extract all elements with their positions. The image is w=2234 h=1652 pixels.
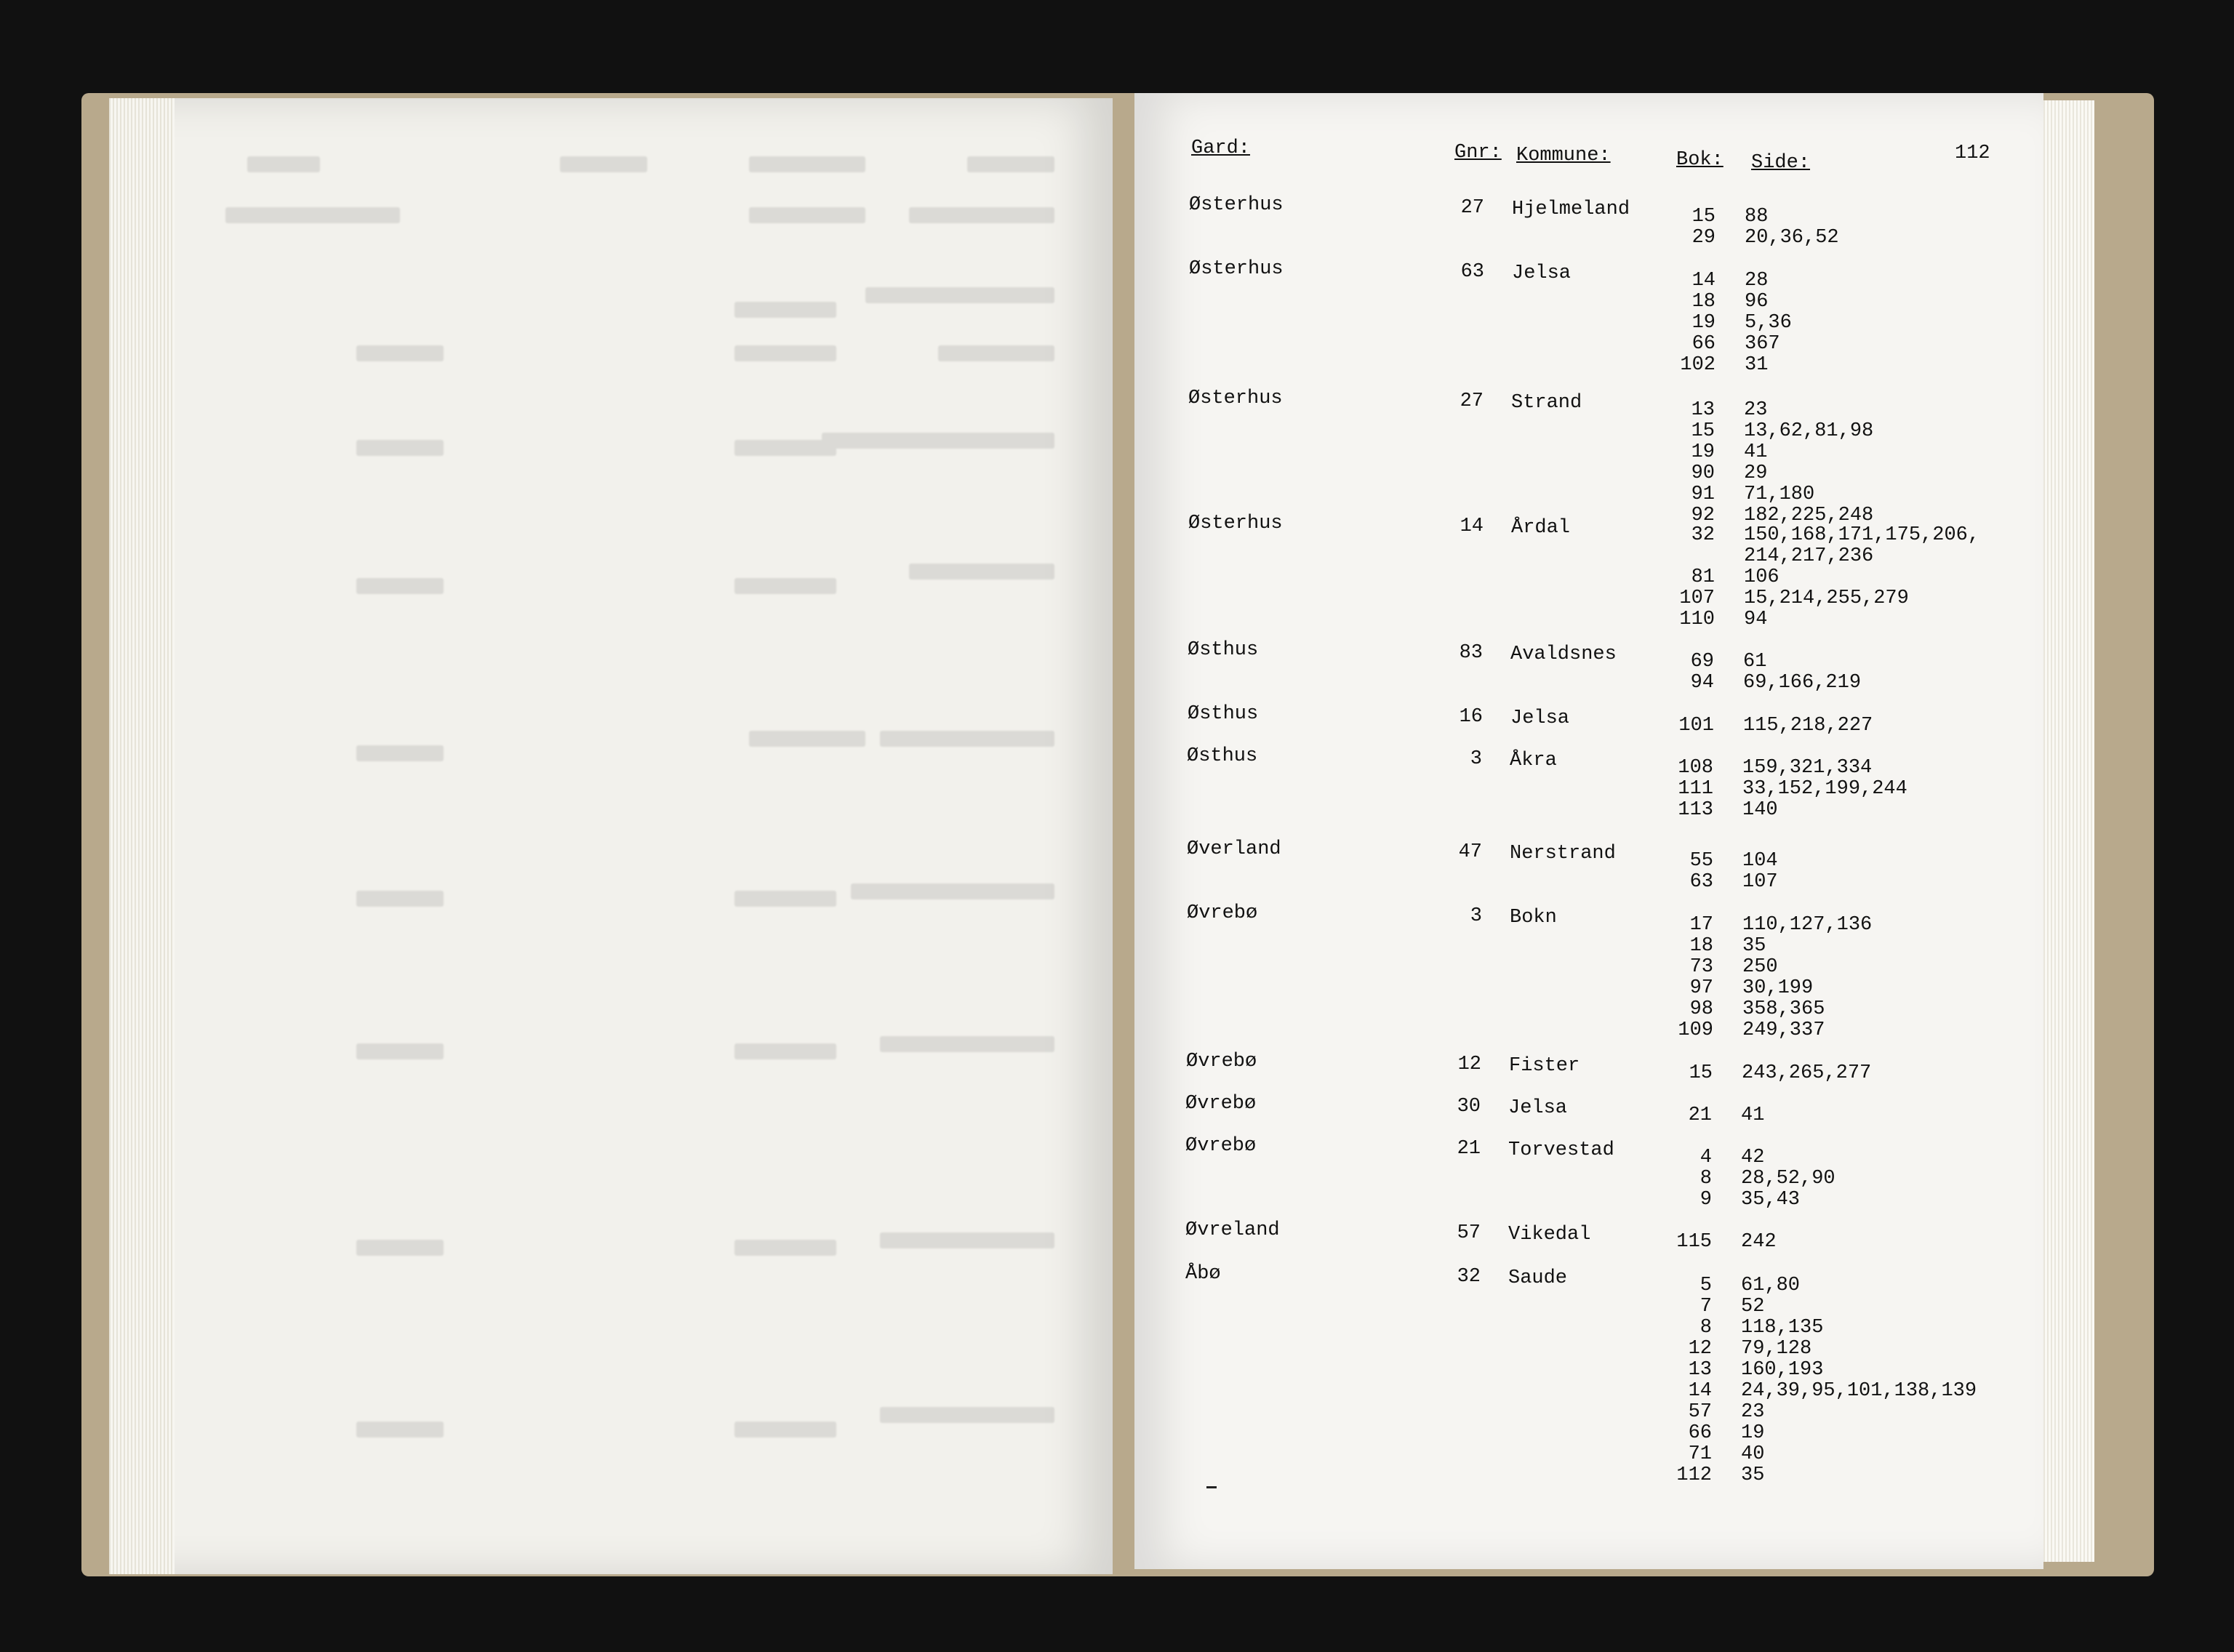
entry-side: 182,225,248 <box>1744 505 1874 526</box>
entry-side: 249,337 <box>1742 1019 1825 1041</box>
entry-side: 20,36,52 <box>1745 227 1839 249</box>
entry-gnr: 63 <box>1460 261 1484 283</box>
header-bok: Bok: <box>1676 149 1723 171</box>
entry-bok: 90 <box>1691 462 1715 484</box>
entry-bok: 5 <box>1699 1275 1712 1296</box>
entry-side: 35 <box>1742 935 1766 957</box>
dash-mark <box>1206 1486 1217 1488</box>
entry-bok: 102 <box>1680 354 1715 376</box>
entry-bok: 29 <box>1691 227 1715 249</box>
entry-bok: 115 <box>1676 1231 1712 1253</box>
entry-side: 33,152,199,244 <box>1742 778 1907 800</box>
entry-bok: 32 <box>1691 524 1715 546</box>
entry-side: 19 <box>1741 1422 1765 1444</box>
entry-side: 41 <box>1744 441 1768 463</box>
entry-bok: 12 <box>1688 1338 1712 1360</box>
entry-gnr: 32 <box>1457 1266 1481 1288</box>
entry-side: 5,36 <box>1745 312 1792 334</box>
entry-side: 118,135 <box>1741 1317 1824 1339</box>
entry-bok: 55 <box>1689 850 1713 872</box>
entry-bok: 109 <box>1678 1019 1713 1041</box>
entry-bok: 66 <box>1688 1422 1712 1444</box>
entry-bok: 13 <box>1688 1359 1712 1381</box>
entry-bok: 19 <box>1691 441 1715 463</box>
entry-side: 160,193 <box>1741 1359 1824 1381</box>
entry-side: 94 <box>1744 609 1768 630</box>
entry-side: 23 <box>1741 1401 1765 1423</box>
entry-side: 79,128 <box>1741 1338 1812 1360</box>
entry-side: 243,265,277 <box>1742 1062 1872 1084</box>
entry-bok: 113 <box>1678 799 1713 821</box>
entry-bok: 73 <box>1689 956 1713 978</box>
entry-bok: 19 <box>1691 312 1715 334</box>
entry-side: 28 <box>1745 270 1769 292</box>
entry-gnr: 47 <box>1458 841 1482 863</box>
entry-side: 214,217,236 <box>1744 545 1874 567</box>
entry-side: 96 <box>1745 291 1769 313</box>
entry-gard: Øvrebø <box>1187 902 1258 924</box>
entry-side: 23 <box>1744 399 1768 421</box>
entry-bok: 97 <box>1689 977 1713 999</box>
entry-kommune: Årdal <box>1511 517 1571 539</box>
entry-gard: Øverland <box>1187 838 1281 860</box>
entry-gnr: 27 <box>1460 197 1484 219</box>
entry-side: 35 <box>1741 1464 1765 1486</box>
entry-side: 15,214,255,279 <box>1744 588 1909 609</box>
entry-gnr: 57 <box>1457 1222 1481 1244</box>
entry-kommune: Jelsa <box>1510 707 1570 729</box>
entry-gnr: 3 <box>1470 905 1482 927</box>
entry-bok: 112 <box>1676 1464 1712 1486</box>
entry-side: 42 <box>1741 1147 1765 1168</box>
entry-bok: 108 <box>1678 757 1713 779</box>
entry-bok: 8 <box>1699 1317 1712 1339</box>
entry-side: 107 <box>1742 871 1778 893</box>
page-number: 112 <box>1955 143 1990 164</box>
entry-gard: Øvreland <box>1185 1219 1280 1241</box>
entry-kommune: Nerstrand <box>1510 843 1616 865</box>
entry-gard: Østerhus <box>1188 388 1283 409</box>
entry-bok: 66 <box>1691 333 1715 355</box>
header-kommune: Kommune: <box>1516 145 1611 167</box>
entry-side: 13,62,81,98 <box>1744 420 1874 442</box>
entry-side: 110,127,136 <box>1742 914 1873 936</box>
entry-side: 140 <box>1742 799 1778 821</box>
entry-bok: 111 <box>1678 778 1713 800</box>
entry-side: 150,168,171,175,206, <box>1744 524 1980 546</box>
entry-gard: Østerhus <box>1188 513 1283 534</box>
entry-side: 40 <box>1741 1443 1765 1465</box>
entry-gard: Østhus <box>1187 745 1258 767</box>
entry-bok: 57 <box>1688 1401 1712 1423</box>
entry-kommune: Saude <box>1508 1267 1568 1289</box>
bleed-through-text <box>175 127 1084 1545</box>
entry-gard: Åbø <box>1185 1263 1221 1285</box>
entry-bok: 14 <box>1691 270 1715 292</box>
entry-kommune: Jelsa <box>1512 262 1572 284</box>
entry-gard: Østhus <box>1188 639 1259 661</box>
entry-side: 115,218,227 <box>1743 715 1873 737</box>
entry-gard: Østhus <box>1188 703 1259 725</box>
entry-bok: 92 <box>1691 505 1715 526</box>
entry-gard: Øvrebø <box>1185 1135 1257 1157</box>
entry-bok: 101 <box>1678 715 1714 737</box>
entry-kommune: Fister <box>1509 1055 1580 1077</box>
entry-side: 35,43 <box>1741 1189 1801 1211</box>
entry-bok: 7 <box>1699 1296 1712 1318</box>
entry-side: 250 <box>1742 956 1778 978</box>
entry-side: 88 <box>1745 206 1769 228</box>
entry-kommune: Bokn <box>1510 907 1557 929</box>
entry-gard: Østerhus <box>1189 258 1284 280</box>
left-page <box>109 98 1113 1574</box>
entry-side: 69,166,219 <box>1743 672 1862 694</box>
right-page-edge <box>2043 100 2094 1562</box>
entry-gnr: 16 <box>1459 706 1483 728</box>
entry-side: 24,39,95,101,138,139 <box>1741 1380 1977 1402</box>
entry-side: 52 <box>1741 1296 1765 1318</box>
entry-side: 358,365 <box>1742 998 1825 1020</box>
entry-gnr: 83 <box>1459 642 1483 664</box>
entry-side: 30,199 <box>1742 977 1814 999</box>
entry-gnr: 14 <box>1460 516 1484 537</box>
entry-bok: 21 <box>1688 1104 1712 1126</box>
right-page <box>1134 93 2043 1569</box>
entry-bok: 15 <box>1691 206 1715 228</box>
entry-kommune: Strand <box>1511 392 1582 414</box>
entry-bok: 8 <box>1699 1168 1712 1190</box>
entry-kommune: Torvestad <box>1508 1139 1614 1161</box>
entry-bok: 63 <box>1689 871 1713 893</box>
entry-bok: 110 <box>1679 609 1715 630</box>
entry-bok: 4 <box>1699 1147 1712 1168</box>
entry-bok: 81 <box>1691 566 1715 588</box>
entry-gnr: 3 <box>1470 748 1482 770</box>
entry-gnr: 30 <box>1457 1096 1481 1118</box>
entry-bok: 69 <box>1690 651 1714 673</box>
entry-bok: 15 <box>1689 1062 1713 1084</box>
entry-bok: 94 <box>1690 672 1714 694</box>
entry-bok: 9 <box>1699 1189 1712 1211</box>
entry-bok: 107 <box>1679 588 1715 609</box>
entry-side: 159,321,334 <box>1742 757 1873 779</box>
entry-bok: 98 <box>1689 998 1713 1020</box>
entry-side: 28,52,90 <box>1741 1168 1835 1190</box>
entry-gnr: 27 <box>1460 390 1484 412</box>
entry-side: 31 <box>1745 354 1769 376</box>
entry-side: 71,180 <box>1744 484 1815 505</box>
entry-gard: Østerhus <box>1189 194 1284 216</box>
entry-side: 104 <box>1742 850 1778 872</box>
entry-gnr: 12 <box>1457 1054 1481 1075</box>
entry-bok: 15 <box>1691 420 1715 442</box>
entry-bok: 91 <box>1691 484 1715 505</box>
entry-side: 242 <box>1741 1231 1777 1253</box>
entry-side: 367 <box>1745 333 1780 355</box>
entry-bok: 18 <box>1689 935 1713 957</box>
entry-kommune: Vikedal <box>1508 1224 1591 1246</box>
entry-kommune: Åkra <box>1510 750 1557 771</box>
entry-kommune: Jelsa <box>1508 1097 1568 1119</box>
entry-bok: 71 <box>1688 1443 1712 1465</box>
entry-side: 61 <box>1743 651 1767 673</box>
left-page-edge <box>109 98 175 1574</box>
entry-gard: Øvrebø <box>1186 1051 1257 1072</box>
entry-bok: 13 <box>1691 399 1715 421</box>
entry-kommune: Avaldsnes <box>1510 643 1617 665</box>
header-gnr: Gnr: <box>1454 142 1502 164</box>
entry-gard: Øvrebø <box>1185 1093 1257 1115</box>
entry-bok: 14 <box>1688 1380 1712 1402</box>
header-side: Side: <box>1751 152 1811 174</box>
entry-side: 61,80 <box>1741 1275 1801 1296</box>
entry-bok: 17 <box>1689 914 1713 936</box>
entry-kommune: Hjelmeland <box>1512 199 1630 220</box>
entry-side: 41 <box>1741 1104 1765 1126</box>
entry-gnr: 21 <box>1457 1138 1481 1160</box>
entry-bok: 18 <box>1691 291 1715 313</box>
entry-side: 29 <box>1744 462 1768 484</box>
entry-side: 106 <box>1744 566 1779 588</box>
header-gard: Gard: <box>1191 137 1251 159</box>
